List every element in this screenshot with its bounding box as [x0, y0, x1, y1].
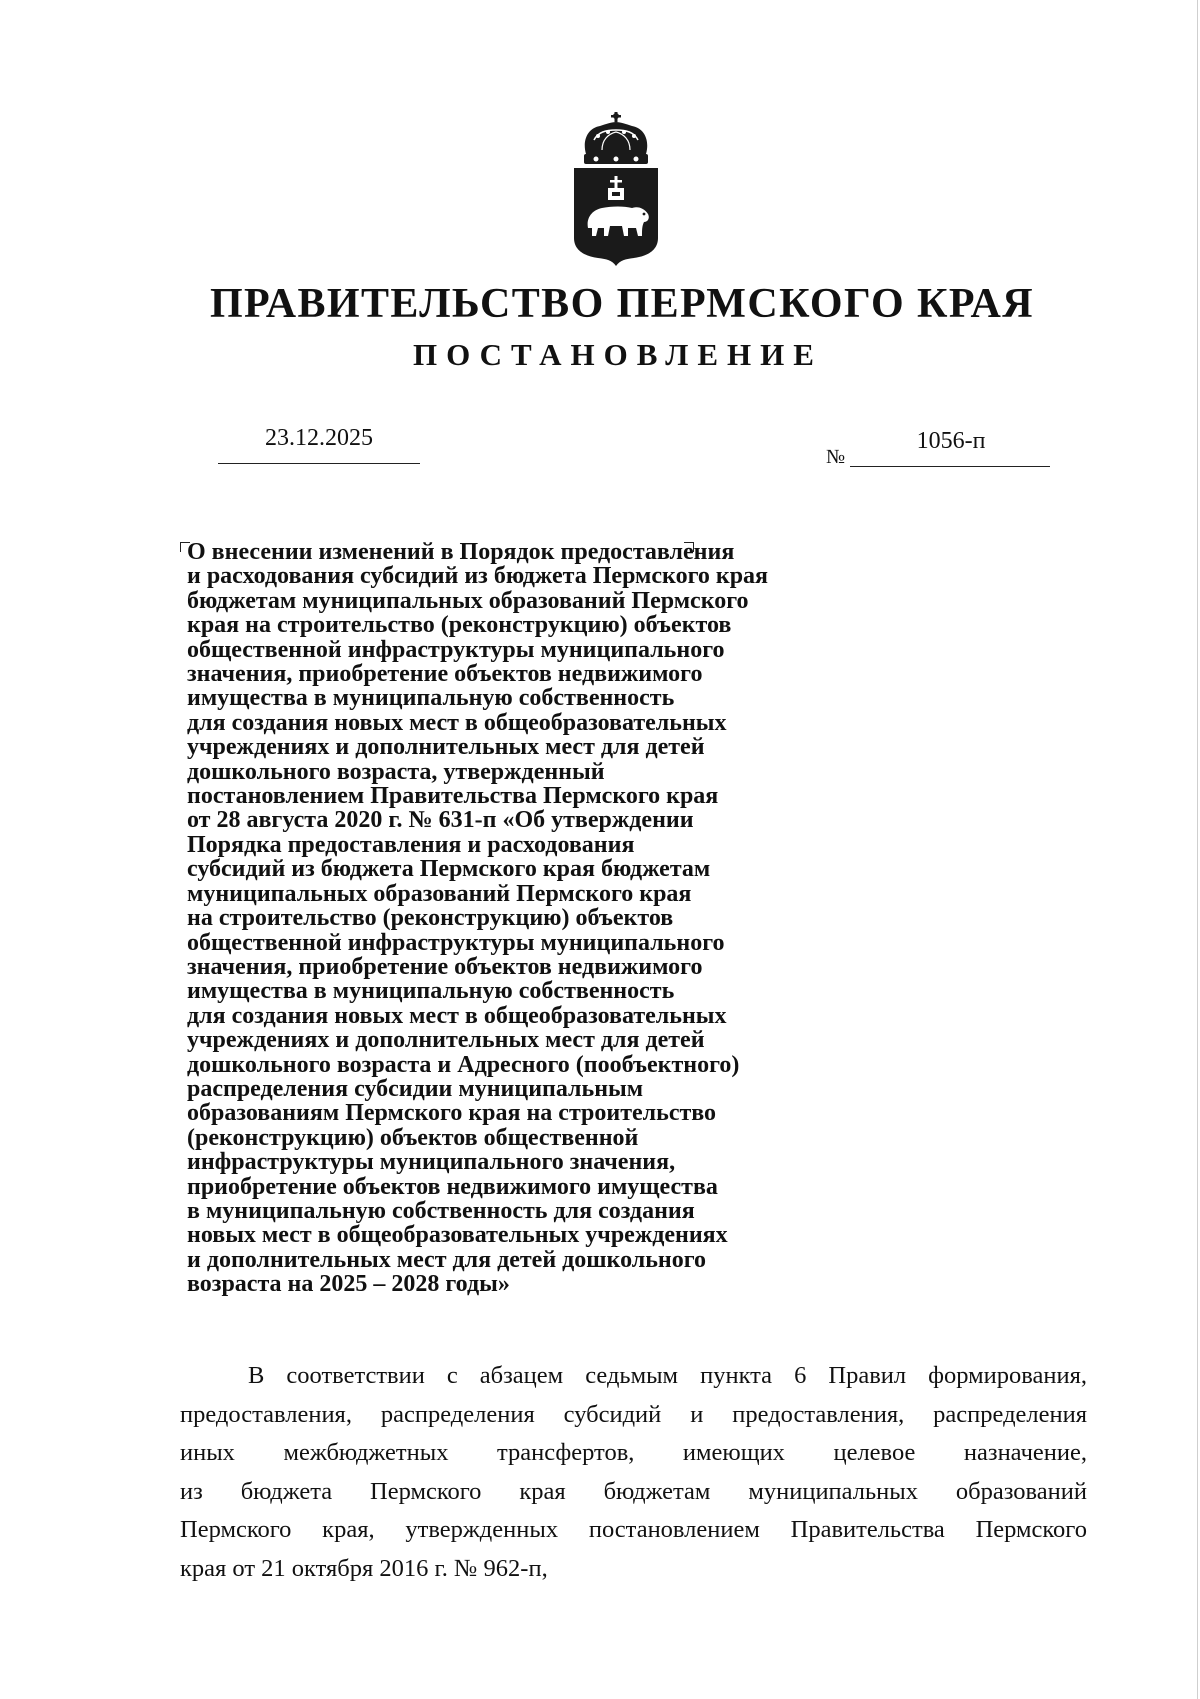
heading-line: субсидий из бюджета Пермского края бюджетам — [187, 856, 711, 883]
heading-line: учреждениях и дополнительных мест для детей — [187, 734, 705, 761]
body-line: иных межбюджетных трансфертов, имеющих целевое назначение, — [180, 1439, 1087, 1466]
heading-line: общественной инфраструктуры муниципального — [187, 929, 725, 956]
heading-line: (реконструкцию) объектов общественной — [187, 1124, 639, 1151]
heading-line: муниципальных образований Пермского края — [187, 880, 692, 907]
coat-of-arms-icon — [568, 110, 664, 266]
heading-line: на строительство (реконструкцию) объектов — [187, 905, 674, 932]
heading-line: от 28 августа 2020 г. № 631-п «Об утверждении — [187, 807, 694, 834]
body-line: края от 21 октября 2016 г. № 962-п, — [180, 1554, 548, 1582]
heading-line: для создания новых мест в общеобразовательных — [187, 709, 727, 736]
body-line: предоставления, распределения субсидий и предоставления, распределения — [180, 1400, 1087, 1428]
organization-title: ПРАВИТЕЛЬСТВО ПЕРМСКОГО КРАЯ — [209, 281, 1034, 327]
page-edge — [1197, 0, 1198, 1699]
crown-icon — [584, 112, 648, 164]
body-line: В соответствии с абзацем седьмым пункта 6 Правил формирования, — [248, 1362, 1087, 1389]
heading-line: в муниципальную собственность для создания — [187, 1197, 695, 1224]
heading-line: приобретение объектов недвижимого имущества — [187, 1173, 718, 1200]
heading-line: дошкольного возраста и Адресного (пообъектного) — [187, 1051, 740, 1078]
heading-line: образованиям Пермского края на строительство — [187, 1100, 717, 1127]
heading-line: инфраструктуры муниципального значения, — [187, 1149, 676, 1176]
heading-line: общественной инфраструктуры муниципального — [187, 636, 725, 663]
heading-line: О внесении изменений в Порядок предоставления — [187, 539, 735, 565]
date-underline — [218, 463, 420, 464]
heading-line: значения, приобретение объектов недвижимого — [187, 953, 703, 980]
number-underline — [850, 466, 1050, 467]
body-line: из бюджета Пермского края бюджетам муниципальных образований — [180, 1477, 1087, 1505]
document-date: 23.12.2025 — [265, 425, 373, 451]
heading-line: учреждениях и дополнительных мест для детей — [187, 1027, 705, 1054]
heading-line: имущества в муниципальную собственность — [187, 685, 675, 712]
document-type: ПОСТАНОВЛЕНИЕ — [413, 337, 823, 372]
heading-line: значения, приобретение объектов недвижимого — [187, 661, 703, 688]
heading-line: бюджетам муниципальных образований Пермского — [187, 587, 749, 614]
heading-line: и дополнительных мест для детей дошкольного — [187, 1246, 707, 1273]
document-number: 1056-п — [916, 428, 986, 454]
heading-line: новых мест в общеобразовательных учреждениях — [187, 1222, 728, 1249]
heading-line: края на строительство (реконструкцию) объектов — [187, 612, 732, 639]
body-line: Пермского края, утвержденных постановлением Правительства Пермского — [180, 1516, 1087, 1543]
heading-line: распределения субсидии муниципальным — [187, 1075, 644, 1102]
heading-line: Порядка предоставления и расходования — [187, 831, 635, 858]
heading-line: имущества в муниципальную собственность — [187, 978, 675, 1005]
heading-line: возраста на 2025 – 2028 годы» — [187, 1271, 510, 1298]
heading-line: и расходования субсидий из бюджета Пермского края — [187, 563, 769, 590]
heading-line: постановлением Правительства Пермского края — [187, 783, 719, 810]
body-paragraph — [180, 1357, 1087, 1588]
document-heading — [187, 540, 907, 1297]
heading-line: дошкольного возраста, утвержденный — [187, 758, 605, 785]
number-sign: № — [826, 446, 846, 468]
heading-line: для создания новых мест в общеобразовательных — [187, 1002, 727, 1029]
